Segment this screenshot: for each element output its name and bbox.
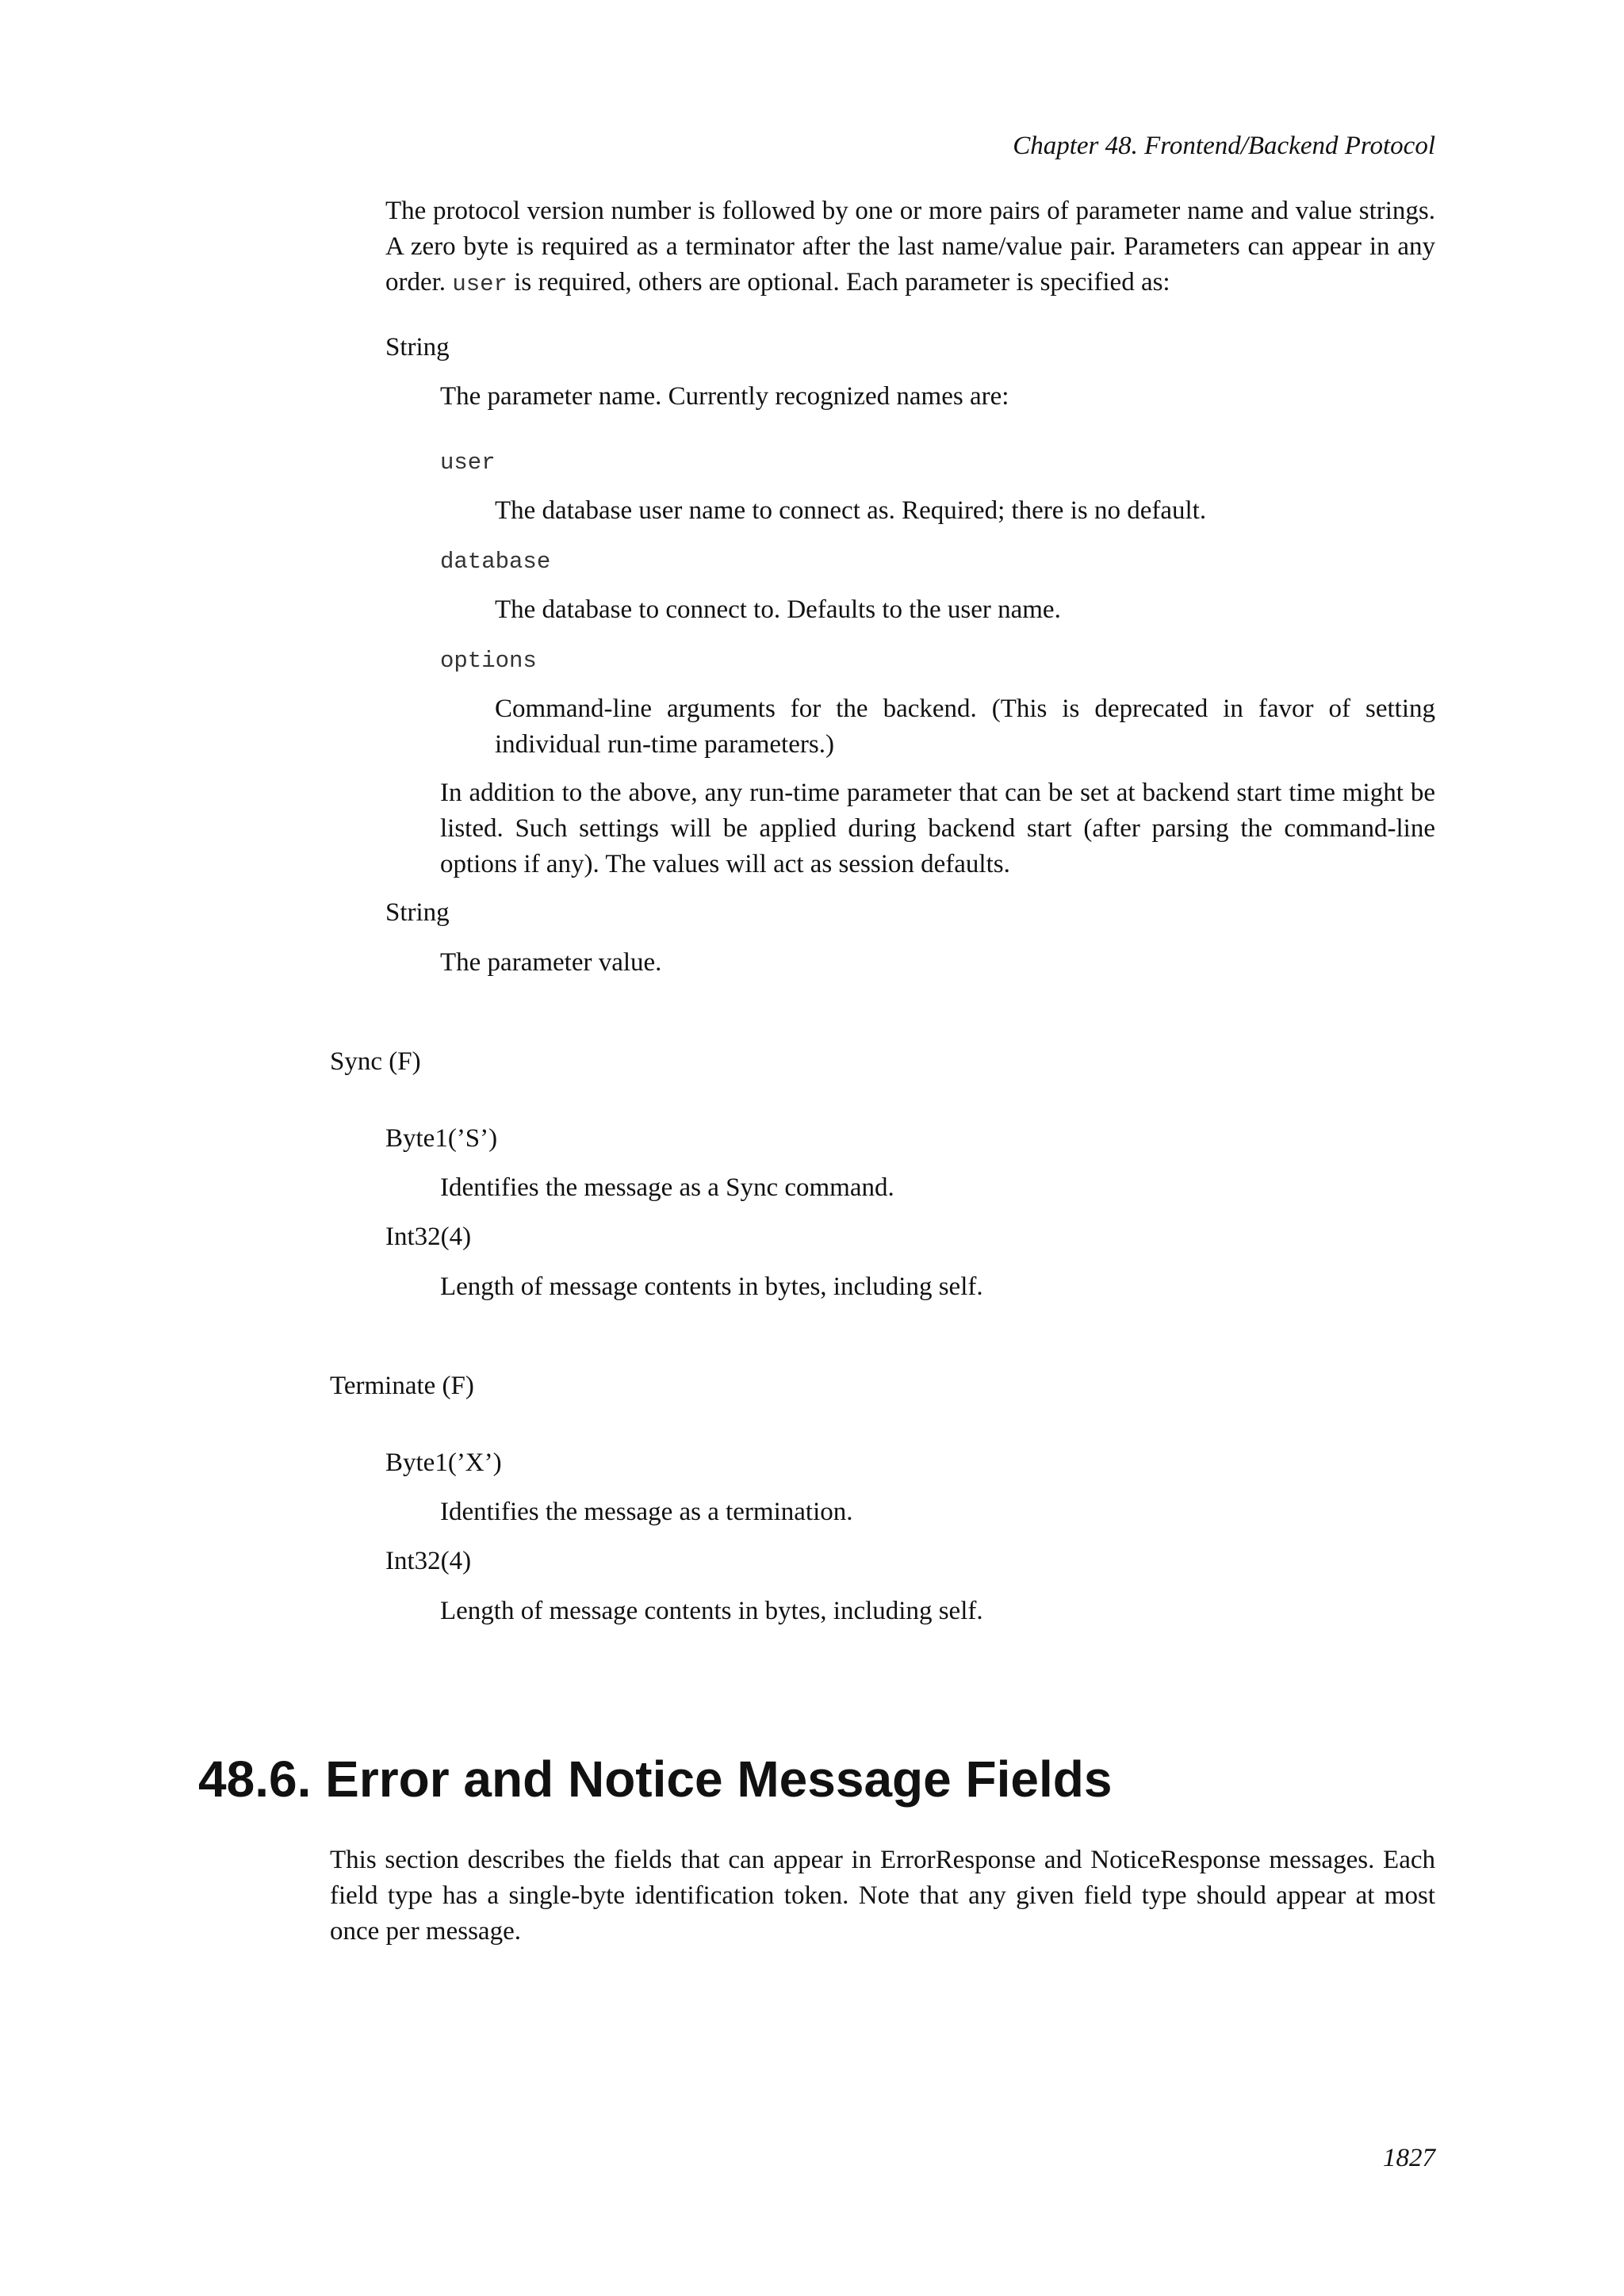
user-code-inline: user	[452, 271, 508, 297]
intro-text-1: The protocol version number is followed by one or more pairs of parameter name and value strings. A zero byte is required as a terminator after the last name/value pair. Parameters can appear in any order.	[385, 197, 1435, 297]
section-heading: 48.6. Error and Notice Message Fields	[198, 1751, 1113, 1808]
param-desc-options: Command-line arguments for the backend. (This is deprecated in favor of setting individual run-time parameters.)	[495, 695, 1435, 759]
run-time-parameter-note: In addition to the above, any run-time parameter that can be set at backend start time might be listed. Such settings will be applied during backend start (after parsing the command-line options if any). The values will act as session defaults.	[440, 779, 1435, 878]
sync-field-desc-byte1: Identifies the message as a Sync command.	[440, 1173, 894, 1202]
param-name-options: options	[440, 648, 537, 674]
running-header: Chapter 48. Frontend/Backend Protocol	[1013, 132, 1435, 160]
field-description-name: The parameter name. Currently recognized names are:	[440, 382, 1009, 411]
intro-text-2: is required, others are optional. Each parameter is specified as:	[507, 268, 1170, 297]
page-number: 1827	[1383, 2144, 1435, 2172]
sync-field-type-byte1: Byte1(’S’)	[385, 1124, 498, 1153]
section-body: This section describes the fields that can appear in ErrorResponse and NoticeResponse messages. Each field type has a single-byte identification token. Note that any given field type should appear at most once per message.	[330, 1846, 1435, 1946]
param-name-user: user	[440, 450, 496, 476]
param-desc-user: The database user name to connect as. Required; there is no default.	[495, 496, 1207, 525]
intro-paragraph	[385, 193, 1435, 302]
terminate-field-desc-int32: Length of message contents in bytes, including self.	[440, 1597, 983, 1625]
field-type-string-name: String	[385, 333, 450, 362]
terminate-field-type-int32: Int32(4)	[385, 1547, 472, 1575]
terminate-field-type-byte1: Byte1(’X’)	[385, 1448, 502, 1477]
field-type-string-value: String	[385, 898, 450, 927]
sync-field-type-int32: Int32(4)	[385, 1223, 472, 1251]
message-title-sync: Sync (F)	[330, 1047, 421, 1076]
param-name-database: database	[440, 549, 551, 575]
param-desc-database: The database to connect to. Defaults to the user name.	[495, 595, 1061, 624]
sync-field-desc-int32: Length of message contents in bytes, including self.	[440, 1272, 983, 1301]
field-description-value: The parameter value.	[440, 948, 662, 977]
terminate-field-desc-byte1: Identifies the message as a termination.	[440, 1498, 853, 1526]
message-title-terminate: Terminate (F)	[330, 1372, 474, 1400]
